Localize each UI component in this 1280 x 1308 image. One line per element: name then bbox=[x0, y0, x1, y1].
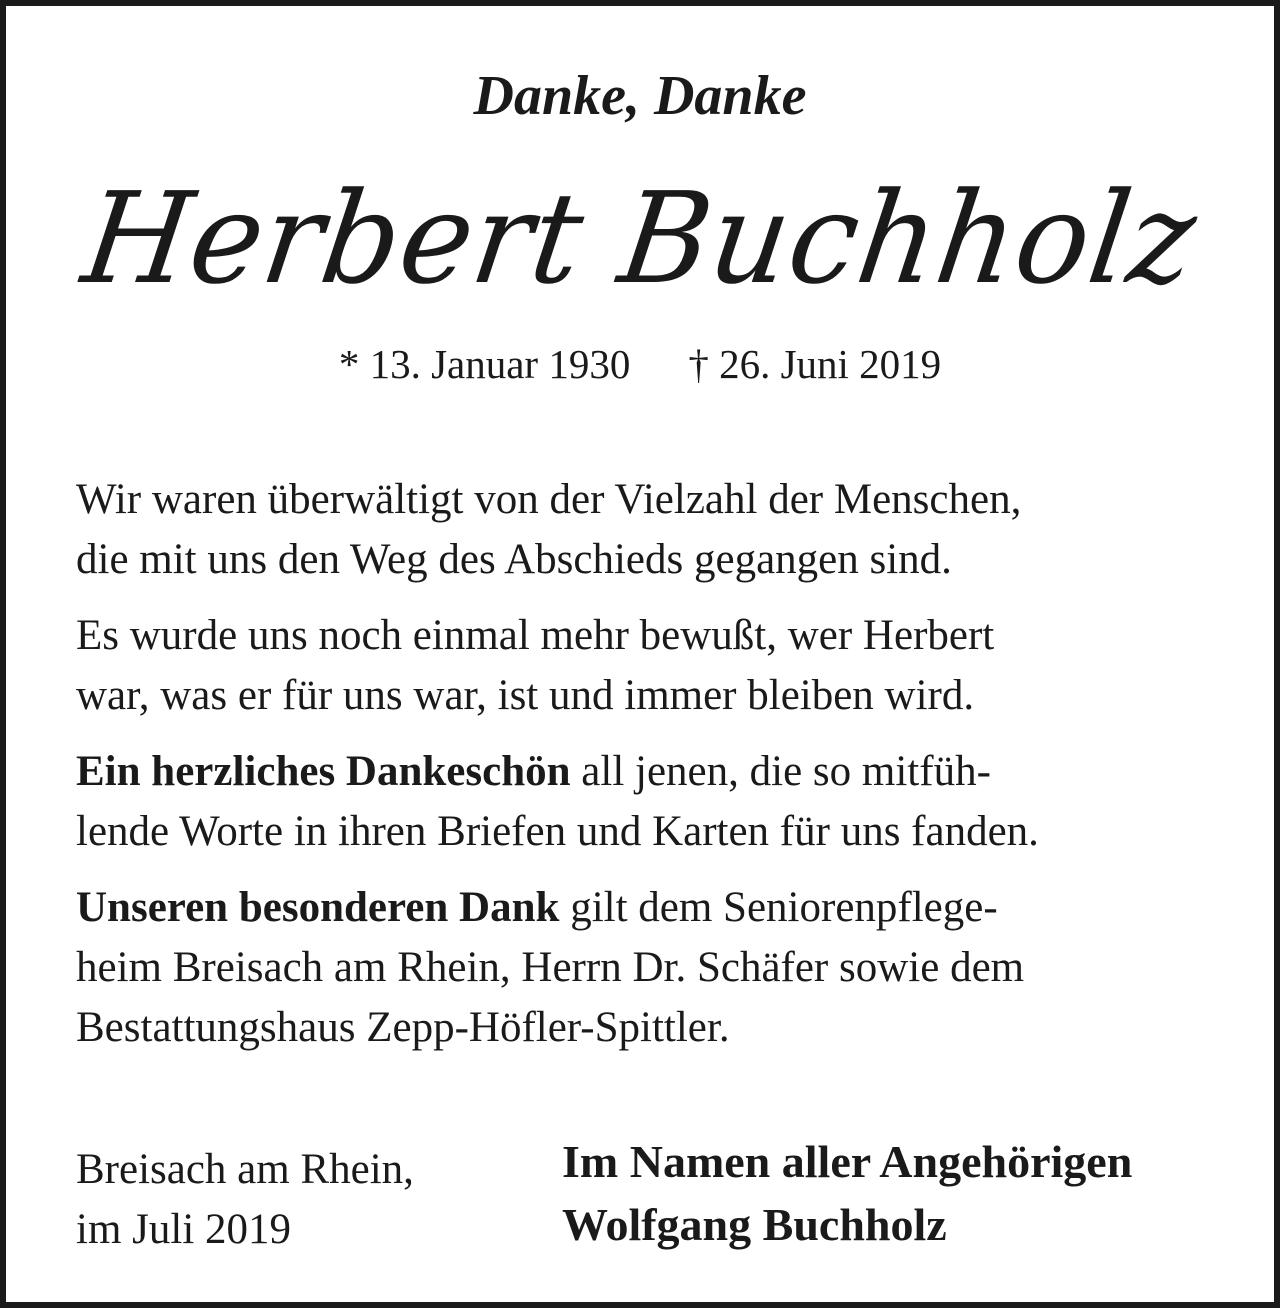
paragraph-line: war, was er für uns war, ist und immer bleiben wird. bbox=[76, 672, 975, 719]
paragraph-line: Bestattungshaus Zepp-Höfler-Spittler. bbox=[76, 1004, 730, 1051]
paragraph-line: die mit uns den Weg des Abschieds gegangen sind. bbox=[76, 536, 952, 583]
deceased-name: Herbert Buchholz bbox=[74, 165, 1206, 312]
paragraph-2 bbox=[76, 606, 1246, 726]
notice-body bbox=[76, 470, 1246, 1074]
place-line: Breisach am Rhein, bbox=[76, 1146, 414, 1193]
signature-line-2: Wolfgang Buchholz bbox=[562, 1199, 947, 1250]
bold-phrase: Ein herzliches Dankeschön bbox=[76, 748, 571, 795]
paragraph-4 bbox=[76, 878, 1246, 1058]
date-line: im Juli 2019 bbox=[76, 1206, 292, 1253]
paragraph-line: lende Worte in ihren Briefen und Karten für uns fanden. bbox=[76, 808, 1039, 855]
bold-phrase: Unseren besonderen Dank bbox=[76, 884, 560, 931]
birth-date: * 13. Januar 1930 bbox=[338, 341, 631, 387]
paragraph-line bbox=[76, 742, 1246, 802]
paragraph-line: heim Breisach am Rhein, Herrn Dr. Schäfer sowie dem bbox=[76, 944, 1025, 991]
signature-line-1: Im Namen aller Angehörigen bbox=[562, 1136, 1133, 1187]
paragraph-1 bbox=[76, 470, 1246, 590]
death-date: † 26. Juni 2019 bbox=[688, 341, 942, 387]
paragraph-line bbox=[76, 878, 1246, 938]
life-dates bbox=[6, 341, 1274, 387]
paragraph-line: Es wurde uns noch einmal mehr bewußt, wer Herbert bbox=[76, 612, 995, 659]
paragraph-3 bbox=[76, 742, 1246, 862]
paragraph-text: all jenen, die so mitfüh- bbox=[570, 748, 991, 795]
signature-block bbox=[562, 1130, 1132, 1256]
place-and-date bbox=[76, 1140, 414, 1260]
paragraph-text: gilt dem Seniorenpflege- bbox=[559, 884, 998, 931]
paragraph-line: Wir waren überwältigt von der Vielzahl der Menschen, bbox=[76, 476, 1022, 523]
notice-heading: Danke, Danke bbox=[473, 65, 807, 127]
